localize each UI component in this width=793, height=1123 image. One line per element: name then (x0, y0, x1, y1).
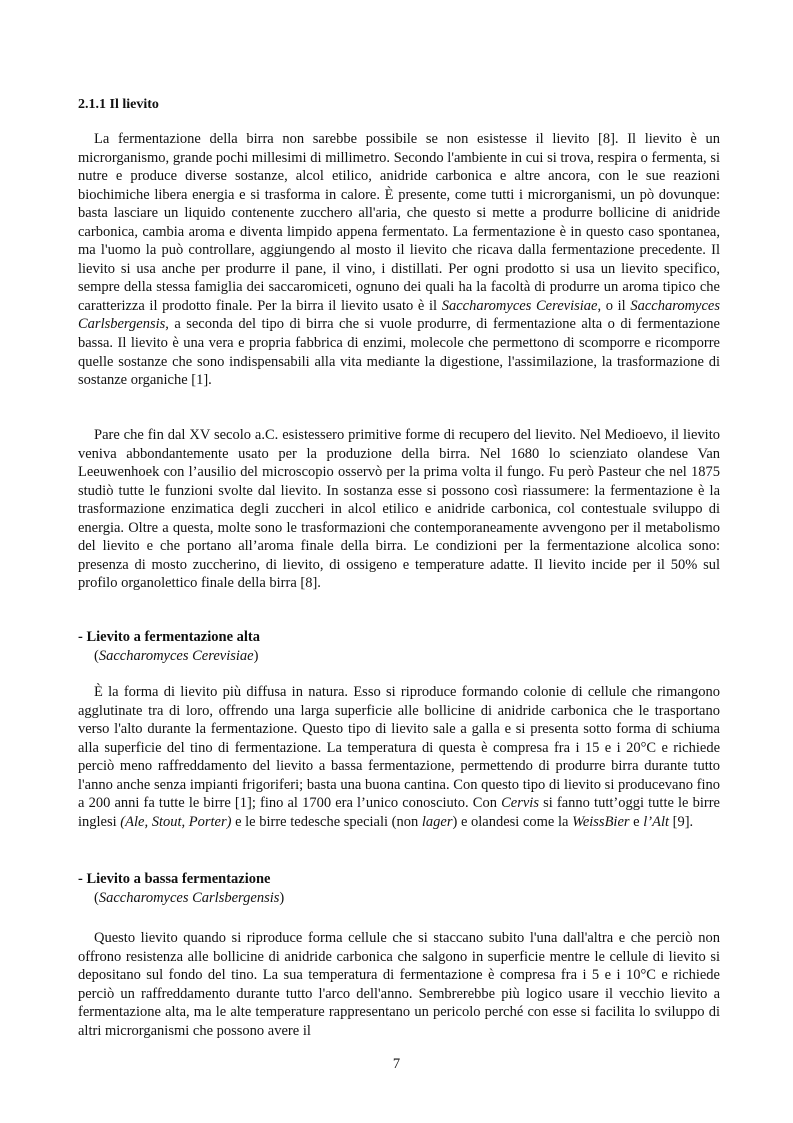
text-segment: [9]. (669, 813, 694, 830)
text-segment: WeissBier (572, 813, 630, 830)
text-segment: e le birre tedesche speciali (non (231, 813, 422, 830)
subsection-bottom-fermentation (78, 870, 720, 907)
text-segment: Questo lievito quando si riproduce forma cellule che si staccano subito l'una dall'altra e che perciò non offrono resistenza alle bollicine di anidride carbonica che salgono in superficie mentre le cellule di lievito si depositano sul fondo del tino. La sua temperatura di fermentazione è compresa fra i 5 e i 10°C e richiede perciò un raffreddamento durante tutto l'arco dell'anno. Sembrerebbe più logico usare il vecchio lievito a fermentazione alta, ma le alte temperature rappresentano un pericolo perché con esse si facilita lo sviluppo di altri microrganismi che possono avere il (78, 930, 720, 1039)
subsection-latin-name: (Saccharomyces Cerevisiae) (94, 647, 259, 664)
text-segment: ) e olandesi come la (452, 813, 573, 830)
text-segment: l’Alt (643, 813, 670, 830)
paragraph-top-fermentation (78, 683, 720, 831)
paragraph-yeast-history (78, 426, 720, 593)
page-number: 7 (392, 1056, 401, 1072)
text-segment: La fermentazione della birra non sarebbe possibile se non esistesse il lievito [8]. Il lievito è un microrganismo, grande pochi millesimi di millimetro. Secondo l'ambiente in cui si trova, respira o fermenta, si nutre e produce diverse sostanze, alcol etilico, anidride carbonica e altre ancora, con le sue reazioni biochimiche libera energia e si trasforma in calore. È presente, come tutti i microrganismi, un pò dovunque: basta lasciare un liquido contenente zucchero all'aria, che questo si mette a produrre bollicine di anidride carbonica, cambia aroma e diventa limpido appena fermentato. La fermentazione è in questo caso spontanea, ma l'uomo la può controllare, aggiungendo al mosto il lievito che ricava dalla fermentazione precedente. Il lievito si usa anche per produrre il pane, il vino, i distillati. Per ogni prodotto si usa un lievito specifico, sempre della stessa famiglia dei saccaromiceti, ognuno dei quali ha la facoltà di produrre un aroma tipico che caratterizza il prodotto finale. Per la birra il lievito usato è il (78, 131, 720, 314)
subsection-top-fermentation (78, 628, 720, 665)
text-segment: Saccharomyces Carlsbergensis (78, 297, 720, 333)
text-segment: e (629, 813, 644, 830)
subsection-title: - Lievito a fermentazione alta (78, 629, 261, 645)
text-segment: lager (421, 813, 453, 830)
paragraph-yeast-intro (78, 130, 720, 390)
text-segment: Saccharomyces Cerevisiae (441, 297, 598, 314)
subsection-latin-name: (Saccharomyces Carlsbergensis) (94, 889, 285, 906)
text-segment: si fanno tutt’oggi tutte le birre inglesi (78, 795, 720, 830)
text-segment: Cervis (501, 795, 539, 812)
text-segment: , o il (597, 297, 631, 314)
text-segment: , a seconda del tipo di birra che si vuole produrre, di fermentazione alta o di fermentazione bassa. Il lievito è una vera e propria fabbrica di enzimi, molecole che permettono di scomporre e ricomporre quelle sostanze che sono indispensabili alla vita mediante la digestione, l'assimilazione, la trasformazione di sostanze organiche [1]. (78, 316, 720, 389)
section-heading: 2.1.1 Il lievito (78, 97, 159, 112)
paragraph-bottom-fermentation (78, 929, 720, 1040)
text-segment: È la forma di lievito più diffusa in natura. Esso si riproduce formando colonie di cellule che rimangono agglutinate tra di loro, offrendo una larga superficie alle bollicine di anidride carbonica che le trasportano verso l'alto durante la fermentazione. Questo tipo di lievito sale a galla e si presenta sotto forma di schiuma alla superficie del tino di fermentazione. La temperatura di questa è compresa fra i 15 e i 20°C e richiede perciò meno raffreddamento del lievito a bassa fermentazione, permettendo di produrre birra durante tutto l'anno anche senza impianti frigoriferi; basta una buona cantina. Con questo tipo di lievito si producevano fino a 200 anni fa tutte le birre [1]; fino al 1700 era l’unico conosciuto. Con (78, 684, 720, 812)
text-segment: (Ale, Stout, Porter) (120, 813, 232, 830)
subsection-title: - Lievito a bassa fermentazione (78, 871, 271, 887)
text-segment: Pare che fin dal XV secolo a.C. esistessero primitive forme di recupero del lievito. Nel Medioevo, il lievito veniva abbondantemente usato per la produzione della birra. Nel 1680 lo scienziato olandese Van Leeuwenhoek con l’ausilio del microscopio osservò per la prima volta il fungo. Fu però Pasteur che nel 1875 studiò tutte le funzioni svolte dal lievito. In sostanza esse si possono così riassumere: la fermentazione è la trasformazione enzimatica degli zuccheri in alcol etilico e anidride carbonica, col contestuale sviluppo di energia. Oltre a questa, molte sono le trasformazioni che contemporaneamente avvengono per il metabolismo del lievito e che portano all’aroma finale della birra. Le condizioni per la fermentazione alcolica sono: presenza di mosto zuccherino, di lievito, di ossigeno e temperature adatte. Il lievito incide per il 50% sul profilo organolettico finale della birra [8]. (78, 427, 720, 592)
